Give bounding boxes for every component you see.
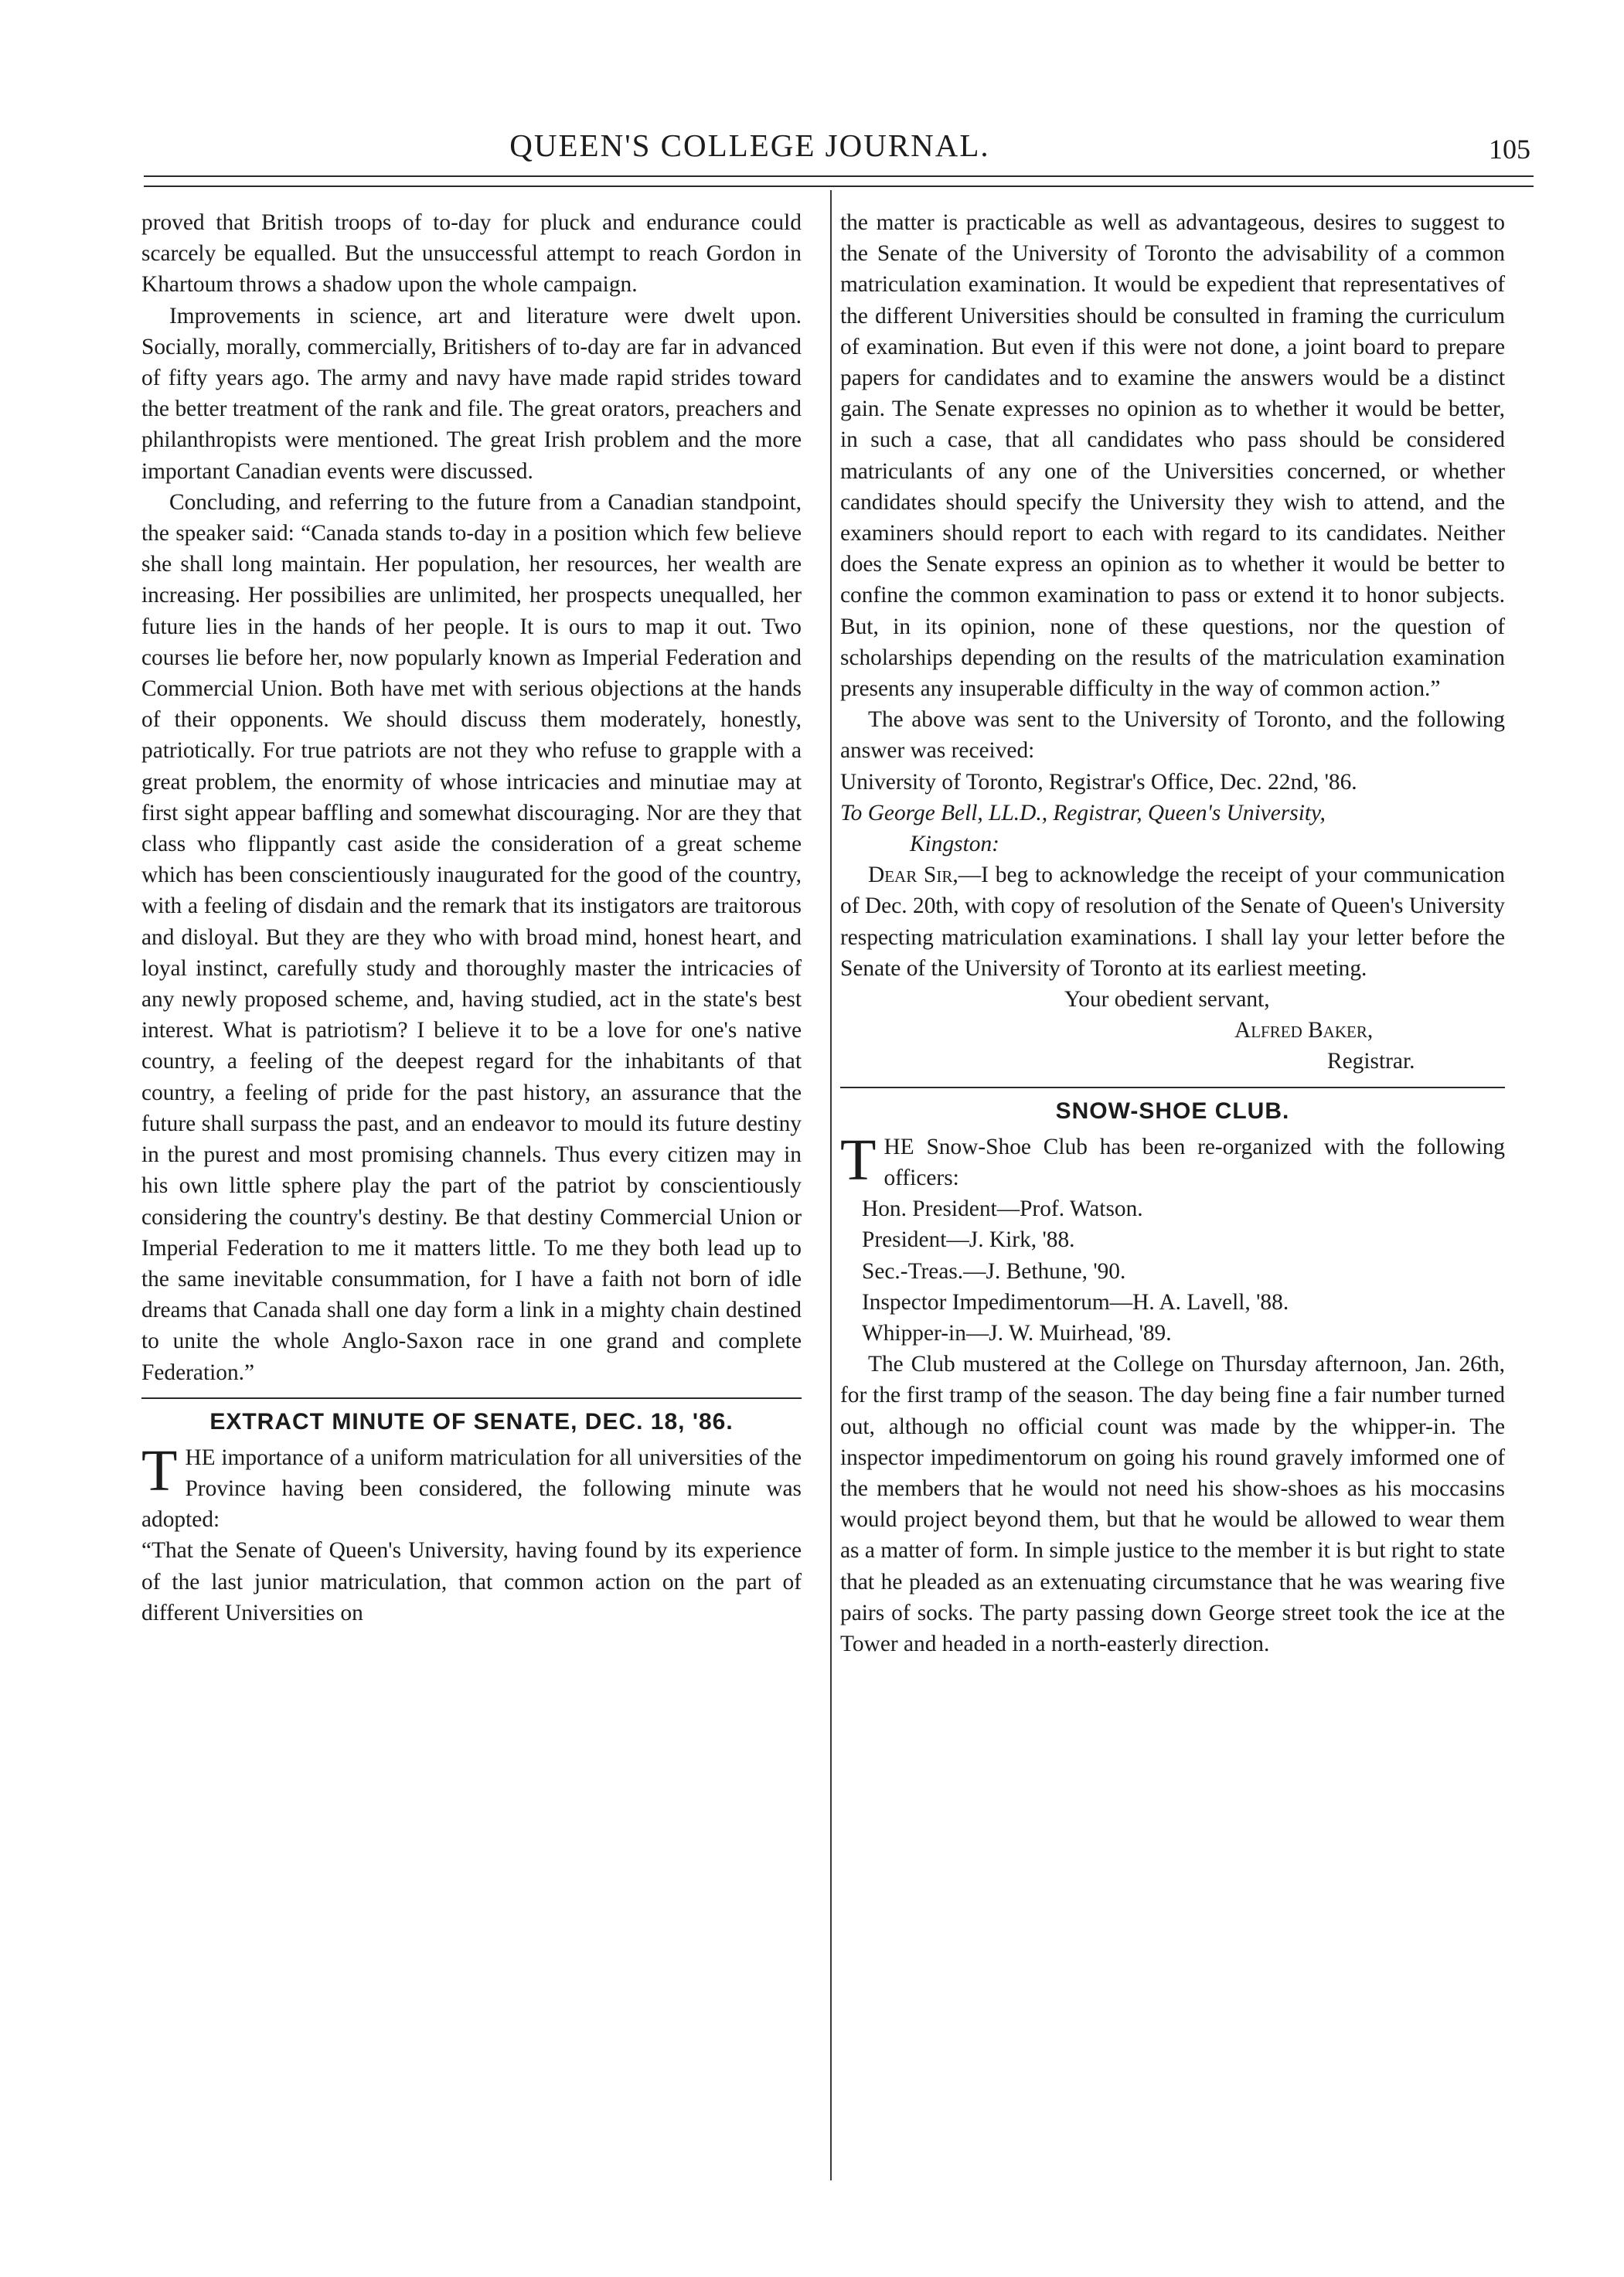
- senate-minute-heading: EXTRACT MINUTE OF SENATE, DEC. 18, '86.: [209, 1408, 734, 1435]
- letter-closing: Your obedient servant,: [1064, 987, 1270, 1013]
- snowshoe-club-heading: SNOW-SHOE CLUB.: [1055, 1098, 1290, 1124]
- header-rule-top: [144, 175, 1534, 177]
- senate-quote-continued: the matter is practicable as well as advantageous, desires to suggest to the Senate of the University of Toronto the advisability of a common matriculation examination. It would be expedient that representatives of the different Universities should be consulted in framing the curriculum of examination. But even if this were not done, a joint board to prepare papers for candidates and to examine the answers would be a distinct gain. The Senate expresses no opinion as to whether it would be better, in such a case, that all candidates who pass should be considered matriculants of any one of the Universities concerned, or whether candidates should specify the University they wish to attend, and the examiners should report to each with regard to its candidates. Neither does the Senate express an opinion as to whether it would be better to confine the common examination to pass or extend it to honor subjects. But, in its opinion, none of these questions, nor the question of scholarships depending on the results of the matriculation examination presents any insuperable difficulty in the way of common action.”: [840, 210, 1505, 702]
- senate-quote-start: “That the Senate of Queen's University, having found by its experience of the last junior matriculation, that common action on the part of different Universities on: [141, 1538, 802, 1625]
- senate-intro-text: HE importance of a uniform matriculation for all universities of the Province having been considered, the following minute was adopted:: [141, 1445, 802, 1533]
- letter-body: —I beg to acknowledge the receipt of your communication of Dec. 20th, with copy of resolution of the Senate of Queen's University respecting matriculation examinations. I shall lay your letter before the Senate of the University of Toronto at its earliest meeting.: [840, 863, 1505, 981]
- section-divider: [141, 1397, 802, 1399]
- paragraph-campaign: proved that British troops of to-day for pluck and endurance could scarcely be equalled. But the unsuccessful attempt to reach Gordon in Khartoum throws a shadow upon the whole campaign.: [141, 210, 802, 298]
- column-divider: [830, 190, 832, 2180]
- letter-signature-title: Registrar.: [1327, 1049, 1415, 1074]
- letter-signature: Alfred Baker,: [1234, 1018, 1374, 1043]
- sent-note: The above was sent to the University of Toronto, and the following answer was received:: [840, 707, 1505, 764]
- officer-line: Whipper-in—J. W. Muirhead, '89.: [862, 1320, 1172, 1346]
- officer-line: Sec.-Treas.—J. Bethune, '90.: [862, 1258, 1126, 1284]
- letter-address-line1: To George Bell, LL.D., Registrar, Queen's University,: [840, 800, 1326, 825]
- letter-origin: University of Toronto, Registrar's Office, Dec. 22nd, '86.: [840, 769, 1357, 795]
- officer-line: Hon. President—Prof. Watson.: [862, 1196, 1143, 1222]
- snowshoe-intro-text: HE Snow-Shoe Club has been re-organized with the following officers:: [883, 1134, 1505, 1190]
- snowshoe-body: The Club mustered at the College on Thursday afternoon, Jan. 26th, for the first tramp of the season. The day being fine a fair number turned out, although no official count was made by the whipper-in. The inspector impedimentorum on going his round gravely imformed one of the members that he would not need his show-shoes as his moccasins would project beyond them, but that he would be allowed to wear them as a matter of form. In simple justice to the member it is but right to state that he pleaded as an extenuating circumstance that he was wearing five pairs of socks. The party passing down George street took the ice at the Tower and headed in a north-easterly direction.: [840, 1352, 1505, 1656]
- section-divider: [840, 1087, 1505, 1088]
- letter-salutation: Dear Sir,: [868, 863, 958, 888]
- paragraph-improvements: Improvements in science, art and literature were dwelt upon. Socially, morally, commercially, Britishers of to-day are far in advanced of fifty years ago. The army and navy have made rapid strides toward the better treatment of the rank and file. The great orators, preachers and philanthropists were mentioned. The great Irish problem and the more important Canadian events were discussed.: [141, 303, 802, 484]
- letter-address-line2: Kingston:: [910, 832, 999, 857]
- header-rule-bottom: [144, 185, 1534, 187]
- journal-title: QUEEN'S COLLEGE JOURNAL.: [509, 128, 990, 163]
- drop-cap-letter: T: [141, 1438, 178, 1503]
- officer-line: President—J. Kirk, '88.: [862, 1227, 1075, 1253]
- letter-body-paragraph: [840, 859, 1505, 984]
- paragraph-concluding: Concluding, and referring to the future from a Canadian standpoint, the speaker said: “Canada stands to-day in a position which few believe she shall long maintain. Her population, her resources, her wealth are increasing. Her possibilies are unlimited, her prospects unequalled, her future lies in the hands of her people. It is ours to map it out. Two courses lie before her, now popularly known as Imperial Federation and Commercial Union. Both have met with serious objections at the hands of their opponents. We should discuss them moderately, honestly, patriotically. For true patriots are not they who refuse to grapple with a great problem, the enormity of whose intricacies and minutiae may at first sight appear baffling and somewhat discouraging. Nor are they that class who flippantly cast aside the consideration of a great scheme which has been conscientiously inaugurated for the good of the country, with a feeling of disdain and the remark that its instigators are traitorous and disloyal. But they are they who with broad mind, honest heart, and loyal instinct, carefully study and thoroughly master the intricacies of any newly proposed scheme, and, having studied, act in the state's best interest. What is patriotism? I believe it to be a love for one's native country, a feeling of the deepest regard for the inhabitants of that country, a feeling of pride for the past history, an assurance that the future shall surpass the past, and an endeavor to mould its future destiny in the purest and most promising channels. Thus every citizen may in his own little sphere play the part of the patriot by conscientiously considering the country's destiny. Be that destiny Commercial Union or Imperial Federation to me it matters little. To me they both lead up to the same inevitable consummation, for I have a faith not born of idle dreams that Canada shall one day form a link in a mighty chain destined to unite the whole Anglo-Saxon race in one grand and complete Federation.”: [141, 489, 802, 1385]
- senate-intro-paragraph: [141, 1438, 802, 1536]
- left-column: [141, 207, 802, 1629]
- drop-cap-letter: T: [840, 1127, 877, 1193]
- officer-line: Inspector Impedimentorum—H. A. Lavell, '88.: [862, 1289, 1289, 1315]
- page-number: 105: [1489, 134, 1530, 165]
- snowshoe-intro-paragraph: [840, 1127, 1505, 1193]
- right-column: [840, 207, 1505, 1659]
